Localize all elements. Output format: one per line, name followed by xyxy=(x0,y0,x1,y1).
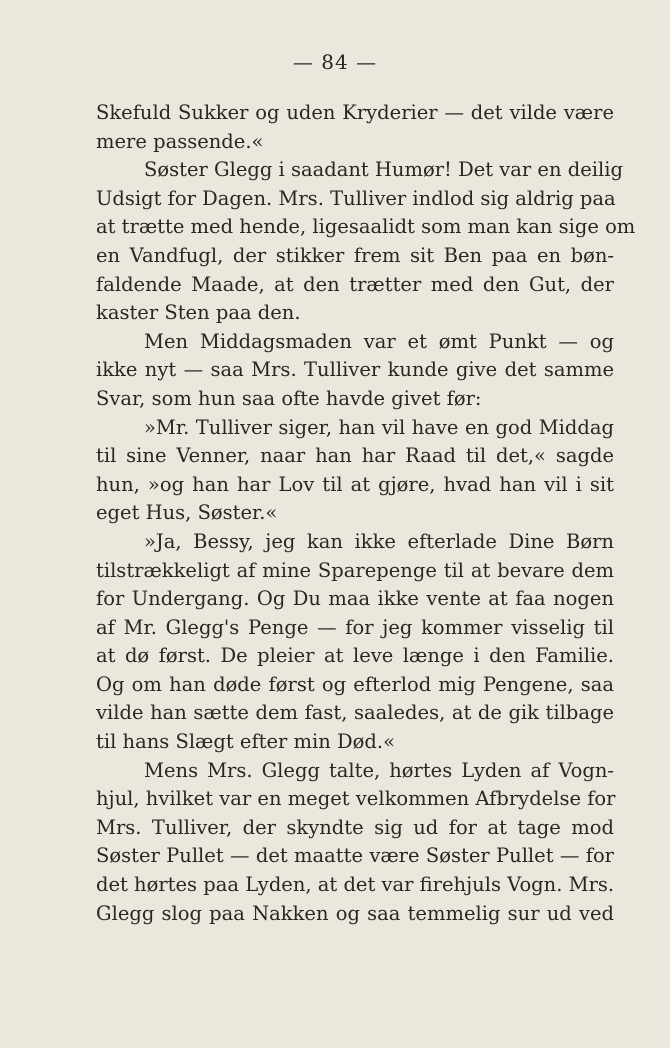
text-line: »Mr. Tulliver siger, han vil have en god Middag xyxy=(144,415,614,439)
text-line: til hans Slægt efter min Død.« xyxy=(96,730,396,754)
text-line: »Ja, Bessy, jeg kan ikke efterlade Dine Børn xyxy=(144,529,614,553)
text-line: Mens Mrs. Glegg talte, hørtes Lyden af Vogn- xyxy=(144,758,614,782)
text-line: ikke nyt — saa Mrs. Tulliver kunde give det samme xyxy=(96,358,614,382)
text-line: det hørtes paa Lyden, at det var firehjuls Vogn. Mrs. xyxy=(96,873,615,897)
text-line: faldende Maade, at den trætter med den Gut, der xyxy=(96,272,614,296)
text-line: Glegg slog paa Nakken og saa temmelig sur ud ved xyxy=(96,901,614,925)
text-line: at trætte med hende, ligesaalidt som man kan sige om xyxy=(96,215,636,239)
text-line: Svar, som hun saa ofte havde givet før: xyxy=(96,386,482,410)
text-line: vilde han sætte dem fast, saaledes, at de gik tilbage xyxy=(96,701,614,725)
text-line: tilstrækkeligt af mine Sparepenge til at bevare dem xyxy=(96,558,614,582)
body-text xyxy=(96,99,636,928)
text-line: Men Middagsmaden var et ømt Punkt — og xyxy=(144,329,614,353)
text-line: Skefuld Sukker og uden Kryderier — det vilde være xyxy=(96,101,614,124)
text-line: Udsigt for Dagen. Mrs. Tulliver indlod sig aldrig paa xyxy=(96,186,616,210)
text-line: at dø først. De pleier at leve længe i den Familie. xyxy=(96,644,614,668)
text-line: til sine Venner, naar han har Raad til det,« sagde xyxy=(96,444,614,468)
text-line: hun, »og han har Lov til at gjøre, hvad han vil i sit xyxy=(96,472,614,496)
text-line: Søster Glegg i saadant Humør! Det var en deilig xyxy=(144,158,623,182)
text-line: kaster Sten paa den. xyxy=(96,301,301,325)
text-line: eget Hus, Søster.« xyxy=(96,501,278,525)
page-number: — 84 — xyxy=(292,50,378,74)
text-line: Mrs. Tulliver, der skyndte sig ud for at tage mod xyxy=(96,815,614,839)
text-line: Og om han døde først og efterlod mig Pengene, saa xyxy=(96,672,614,696)
text-line: for Undergang. Og Du maa ikke vente at faa nogen xyxy=(96,587,614,611)
text-line: hjul, hvilket var en meget velkommen Afbrydelse for xyxy=(96,787,616,811)
text-line: en Vandfugl, der stikker frem sit Ben paa en bøn- xyxy=(96,243,614,267)
text-line: mere passende.« xyxy=(96,129,264,153)
text-line: af Mr. Glegg's Penge — for jeg kommer visselig til xyxy=(96,615,614,639)
text-line: Søster Pullet — det maatte være Søster Pullet — for xyxy=(96,844,614,868)
